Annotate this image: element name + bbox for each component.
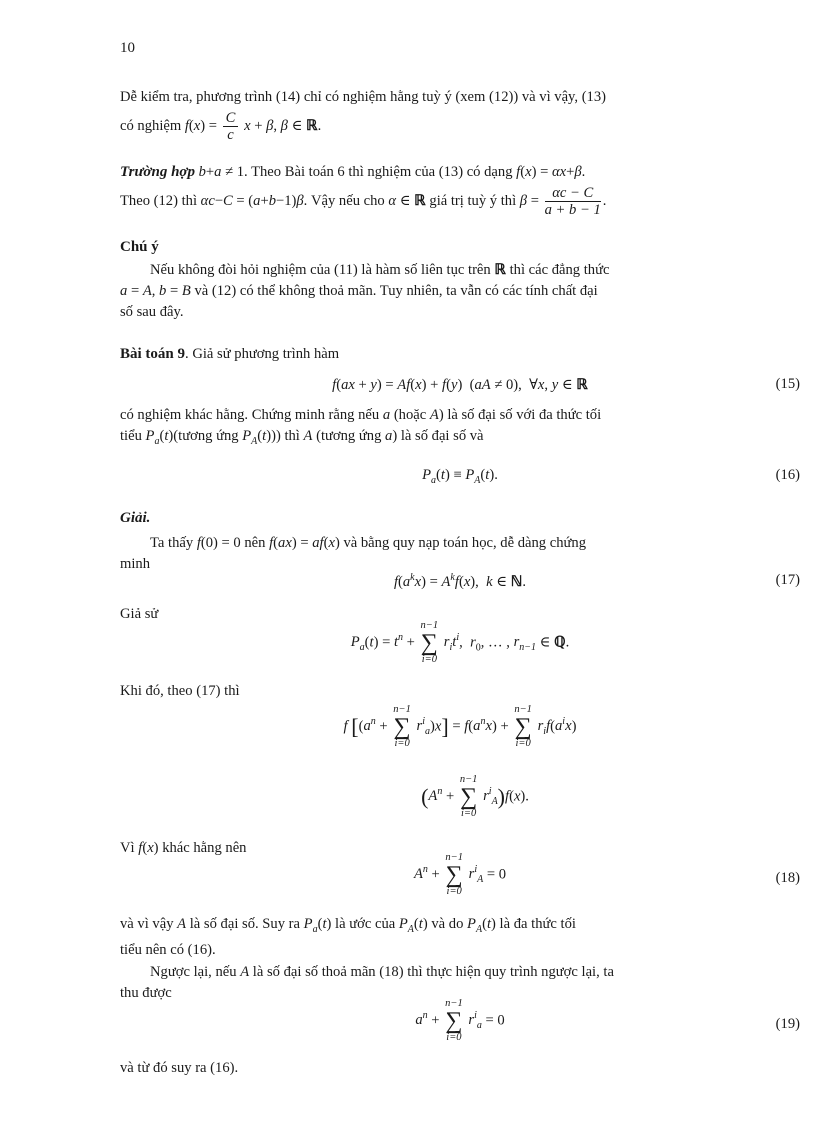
fraction-beta: $\frac{\alpha c - C}{a + b - 1}$ — [544, 185, 601, 218]
paragraph-case: Trường hợp b+a ≠ 1. Theo Bài toán 6 thì nghiệm của (13) có dạng f(x) = αx+β. Theo (12) thì αc−C = (a+b−1)β. Vậy nếu cho α ∈ ℝ giá trị tuỳ ý thì β = $\frac{\alpha c - C}{a + b - 1}$ . — [120, 164, 607, 218]
paragraph-intro: Dễ kiểm tra, phương trình (14) chỉ có nghiệm hằng tuỳ ý (xem (12)) và vì vậy, (13) có nghiệm f(x) = $\frac{C}{c}$ x + β, β ∈ ℝ. — [120, 89, 607, 143]
text-line: giá trị tuỳ ý thì — [429, 192, 517, 209]
equation-Pa: $P_a(t) = t^n$ + n−1 ∑ i=0 $r_it^i$, $r_0$, … , $r_{n-1}$ ∈ ℚ. — [350, 620, 570, 665]
text-line: Dễ kiểm tra, phương trình (14) chỉ có nghiệm hằng tuỳ ý (xem (12)) và vì vậy, (13) — [120, 89, 607, 105]
solution-heading: Giải. — [120, 510, 151, 526]
solution-title: Giải — [120, 510, 147, 526]
text-line: là số đại số. Suy ra — [189, 916, 300, 932]
text-line: là số đại số thoả mãn (18) thì thực hiện quy trình ngược lại, ta — [252, 964, 614, 980]
sum-symbol: n−1 ∑ i=0 — [393, 704, 411, 749]
then-line: Khi đó, theo (17) thì — [120, 683, 240, 699]
problem-heading: Bài toán 9 — [120, 346, 186, 362]
text-line: là ước của — [335, 916, 396, 932]
sum-symbol: n−1 ∑ i=0 — [445, 852, 463, 897]
text-line: thu được — [120, 985, 172, 1001]
paragraph-solution: Ta thấy f(0) = 0 nên f(ax) = af(x) và bằng quy nạp toán học, dễ dàng chứng minh — [120, 535, 587, 572]
equation-15: f(ax + y) = Af(x) + f(y) (aA ≠ 0), ∀x, y ∈ ℝ (15) — [332, 376, 800, 393]
equation-18: $A^n$ + n−1 ∑ i=0 $r^i_A = 0$ (18) — [413, 852, 800, 897]
note-heading: Chú ý — [120, 239, 159, 255]
equation-17: $f(a^kx) = A^kf(x)$, k ∈ ℕ. (17) — [393, 572, 800, 590]
final-line: và từ đó suy ra (16). — [120, 1060, 239, 1076]
case-heading: Trường hợp — [120, 164, 195, 180]
sum-symbol: n−1 ∑ i=0 — [459, 774, 478, 819]
equation-number: (18) — [775, 870, 800, 886]
sum-symbol: n−1 ∑ i=0 — [420, 620, 439, 665]
text-line: Ngược lại, nếu — [150, 964, 237, 980]
paragraph-converse: Ngược lại, nếu A là số đại số thoả mãn (18) thì thực hiện quy trình ngược lại, ta thu được — [120, 964, 614, 1001]
text-line: Ta thấy — [150, 535, 194, 551]
text-line: ) thì — [275, 428, 300, 444]
equation-number: (19) — [775, 1016, 800, 1032]
text-line: ) là số đại số với đa thức tối — [438, 407, 602, 423]
equation-number: (17) — [775, 572, 800, 588]
text-line: . Giả sử phương trình hàm — [185, 346, 340, 362]
text-line: là đa thức tối — [499, 916, 576, 932]
paragraph-problem: có nghiệm khác hằng. Chứng minh rằng nếu a (hoặc A) là số đại số với đa thức tối tiểu $P_a(t)(tương$ ứng $P_A(t)$)) thì A (tương ứng a) là số đại số và — [120, 407, 602, 447]
text-line: (tương ứng — [173, 428, 239, 444]
text-line: Theo (12) thì — [120, 192, 198, 209]
problem-statement — [120, 344, 800, 365]
text-line: (hoặc — [393, 407, 427, 423]
text-line: . Vậy nếu cho — [303, 192, 385, 209]
equation-number: (16) — [775, 467, 800, 483]
equation-expansion-2: ($A^n$ + n−1 ∑ i=0 $r^i_A)f(x)$. — [421, 774, 529, 819]
text-line: tiểu — [120, 428, 142, 444]
text-line: số sau đây. — [120, 304, 184, 320]
fraction-C-over-c: $\frac{C}{c}$ — [223, 110, 239, 143]
text-line: Nếu không đòi hỏi nghiệm của (11) là hàm số liên tục trên — [150, 262, 491, 278]
text-line: khác hằng nên — [162, 840, 247, 856]
text-line: và vì vậy — [120, 916, 174, 932]
suppose-line: Giả sử — [120, 606, 159, 622]
sum-symbol: n−1 ∑ i=0 — [514, 704, 532, 749]
equation-number: (15) — [775, 376, 800, 392]
text-line: Vì — [120, 840, 135, 856]
sum-symbol: n−1 ∑ i=0 — [445, 998, 463, 1043]
text-line: và (12) có thể không thoả mãn. Tuy nhiên, ta vẫn có các tính chất đại — [194, 283, 598, 299]
equation-16: $P_a(t) \equiv P_A(t)$. (16) — [422, 467, 800, 486]
paragraph-note: Nếu không đòi hỏi nghiệm của (11) là hàm số liên tục trên ℝ thì các đẳng thức a = A, b = B và (12) có thể không thoả mãn. Tuy nhiên, ta vẫn có các tính chất đại số sau đây. — [120, 262, 610, 320]
text-line: tiểu nên có (16). — [120, 941, 216, 958]
equation-expansion: f [($a^n$ + n−1 ∑ i=0 $r^i_a)x] = f(a^nx)$ + n−1 ∑ i=0 $r_if(a^ix)$ — [343, 704, 577, 749]
text-line: nên — [244, 535, 266, 551]
equation-19: $a^n$ + n−1 ∑ i=0 $r^i_a = 0$ (19) — [415, 998, 800, 1043]
text-line: Theo Bài toán 6 thì nghiệm của (13) có dạng — [251, 164, 513, 180]
text-line: ) là số đại số và — [392, 428, 484, 444]
page-number: 10 — [120, 40, 135, 56]
text-line: thì các đẳng thức — [509, 262, 610, 278]
since-line: Vì f(x) khác hằng nên — [120, 840, 247, 856]
text-line: có nghiệm khác hằng. Chứng minh rằng nếu — [120, 407, 380, 423]
paragraph-conclusion: và vì vậy A là số đại số. Suy ra $P_a(t)$ là ước của $P_A(t)$ và do $P_A(t)$ là đa thức tối tiểu nên có (16). — [120, 916, 576, 958]
text-line: có nghiệm — [120, 117, 182, 134]
text-line: và do — [431, 916, 464, 932]
text-line: (tương ứng — [316, 428, 382, 444]
text-line: minh — [120, 556, 150, 572]
text-line: và bằng quy nạp toán học, dễ dàng chứng — [343, 535, 587, 551]
